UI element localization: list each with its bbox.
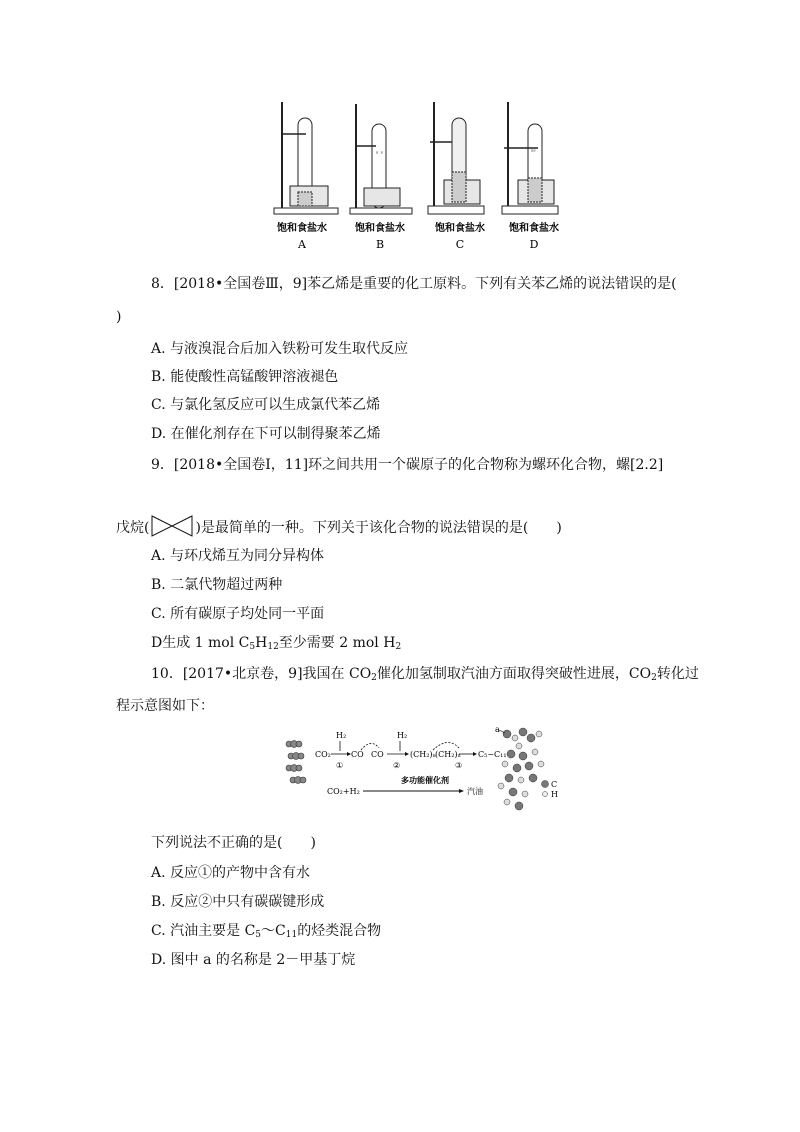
q9-d-text3: 至少需要 2 mol H <box>278 635 396 651</box>
step-1: ① <box>336 761 344 770</box>
ch2n-label-2: (CH₂)ₙ <box>435 750 462 759</box>
spiro-pentane-structure <box>149 514 195 538</box>
q10-stem-c: 转化过 <box>656 666 699 682</box>
q10-stem-cont: 程示意图如下： <box>116 698 214 714</box>
caption-d: 饱和食盐水 <box>509 223 559 234</box>
step-3: ③ <box>455 761 463 770</box>
co-label: CO <box>351 750 364 759</box>
label-b: B <box>375 238 385 251</box>
q9-stem-cont <box>116 514 562 538</box>
q9-option-a: A. 与环戊烯互为同分异构体 <box>151 548 325 564</box>
q10-option-d: D. 图中 a 的名称是 2－甲基丁烷 <box>151 952 356 968</box>
q10-stem-b: 催化加氢制取汽油方面取得突破性进展，CO <box>376 666 652 682</box>
q9-d-text2: H <box>255 635 268 651</box>
q10-stem-sub2: 2 <box>651 673 657 683</box>
label-a: A <box>298 238 306 251</box>
co2-molecules-left <box>286 741 306 784</box>
q9-d-sub1: 5 <box>249 642 256 652</box>
svg-text:ˢˢ: ˢˢ <box>531 148 536 156</box>
apparatus-d <box>502 102 559 251</box>
legend-carbon: C <box>551 780 558 789</box>
co-label-2: CO <box>371 750 384 759</box>
c5c11-label: C₅~C₁₁ <box>478 750 507 759</box>
q8-option-d: D. 在催化剂存在下可以制得聚苯乙烯 <box>151 426 381 442</box>
q10-c-sub1: 5 <box>255 930 262 940</box>
co2-label: CO₂ <box>315 750 331 759</box>
q10-stem-sub1: 2 <box>371 673 377 683</box>
q9-option-c: C. 所有碳原子均处同一平面 <box>151 606 325 622</box>
legend-hydrogen-dot <box>543 792 548 797</box>
label-a-molecule: a <box>495 725 500 734</box>
q10-stem <box>151 665 699 683</box>
q8-stem-cont: ) <box>116 309 122 325</box>
q9-stem: 9．[2018•全国卷Ⅰ，11]环之间共用一个碳原子的化合物称为螺环化合物，螺[2.2] <box>151 457 664 473</box>
q10-c-text2: ～C <box>261 923 286 939</box>
product-label: 汽油 <box>467 787 483 796</box>
svg-text:ˢ ˢ: ˢ ˢ <box>376 150 383 158</box>
q10-c-text3: 的烃类混合物 <box>297 923 382 939</box>
label-c: C <box>455 238 465 251</box>
caption-a: 饱和食盐水 <box>277 223 327 234</box>
q9-d-sub2: 12 <box>267 642 279 652</box>
q9-d-text1: D生成 1 mol C <box>151 635 250 651</box>
ch2n-label: (CH₂)ₙ <box>410 750 437 759</box>
reactants-label: CO₂+H₂ <box>327 787 360 796</box>
apparatus-b <box>350 104 412 251</box>
q8-stem: 8．[2018•全国卷Ⅲ，9]苯乙烯是重要的化工原料。下列有关苯乙烯的说法错误的是( <box>151 276 677 292</box>
hydrocarbon-models <box>498 728 544 810</box>
label-d: D <box>529 238 539 251</box>
q9-option-d <box>151 634 401 652</box>
q9-stem-post: )是最简单的一种。下列关于该化合物的说法错误的是( ) <box>195 520 562 536</box>
q9-d-sub3: 2 <box>395 642 402 652</box>
caption-c: 饱和食盐水 <box>435 223 485 234</box>
q10-question: 下列说法不正确的是( ) <box>151 835 316 851</box>
legend-hydrogen: H <box>551 790 558 799</box>
q9-option-b: B. 二氯代物超过两种 <box>151 577 283 593</box>
q8-option-c: C. 与氯化氢反应可以生成氯代苯乙烯 <box>151 397 381 413</box>
h2-label-2: H₂ <box>397 731 408 740</box>
q10-option-c <box>151 922 381 940</box>
q10-option-b: B. 反应②中只有碳碳键形成 <box>151 894 325 910</box>
co2-conversion-diagram <box>283 724 563 816</box>
apparatus-c <box>428 102 485 251</box>
q8-option-a: A. 与液溴混合后加入铁粉可发生取代反应 <box>151 341 409 357</box>
q10-c-text1: C. 汽油主要是 C <box>151 923 256 939</box>
apparatus-figure <box>268 96 568 258</box>
q8-option-b: B. 能使酸性高锰酸钾溶液褪色 <box>151 369 339 385</box>
q10-stem-a: 10．[2017•北京卷，9]我国在 CO <box>151 666 372 682</box>
caption-b: 饱和食盐水 <box>355 223 405 234</box>
catalyst-label: 多功能催化剂 <box>401 776 449 785</box>
q10-option-a: A. 反应①的产物中含有水 <box>151 865 311 881</box>
q9-stem-pre: 戊烷( <box>116 520 150 536</box>
q10-c-sub2: 11 <box>285 930 298 940</box>
legend-carbon-dot <box>542 781 549 788</box>
apparatus-a <box>274 102 338 251</box>
h2-label-1: H₂ <box>336 731 347 740</box>
step-2: ② <box>393 761 401 770</box>
